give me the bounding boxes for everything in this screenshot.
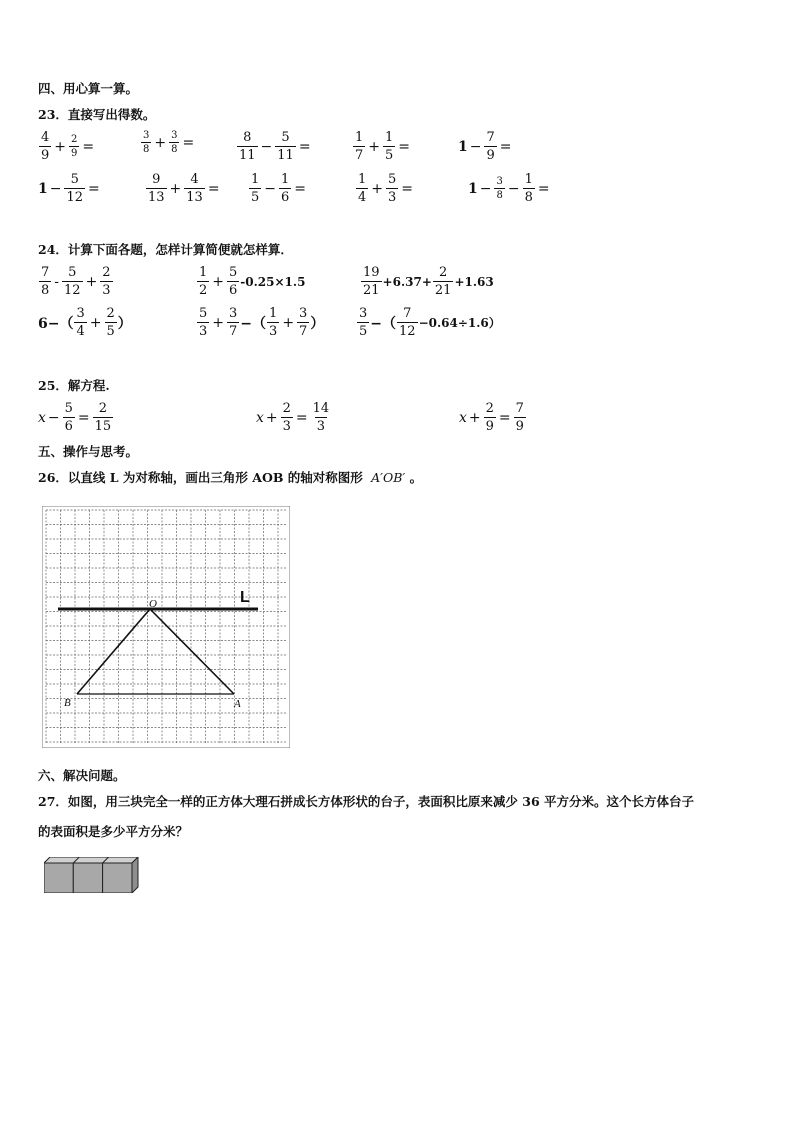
cube-1 [44,863,73,893]
q27-line1: 27．如图，用三块完全一样的正方体大理石拼成长方体形状的台子，表面积比原来减少 36 平方分米。这个长方体台子 [38,794,694,809]
label-l: L [240,589,250,606]
q24-e1: $\frac{7}{8}$ - $\frac{5}{12}$ + $\frac{2}{3}$ [41,265,111,298]
q23-title: 23．直接写出得数。 [38,107,156,122]
section-5-title: 五、操作与思考。 [38,444,139,459]
cubes-top-face [44,857,138,863]
label-b: B [64,697,71,709]
q24-title: 24．计算下面各题，怎样计算简便就怎样算． [38,242,293,257]
symmetry-grid-figure [42,506,290,748]
q24-e3: $\frac{19}{21}$ +6.37+ $\frac{2}{21}$ +1.63 [363,265,494,298]
grid-border [42,506,290,748]
q23-r1-e4: $\frac{1}{7}$ + $\frac{1}{5}$ = [355,130,411,163]
q25-title: 25．解方程. [38,378,110,393]
q23-r1-e3: $\frac{8}{11}$ − $\frac{5}{11}$ = [239,130,311,163]
q25-e3: x + $\frac{2}{9}$ = $\frac{7}{9}$ [459,401,524,434]
section-4-title: 四、用心算一算。 [38,81,139,96]
q25-e1: x − $\frac{5}{6}$ = $\frac{2}{15}$ [38,401,112,434]
q23-r2-e5: 1 − $\frac{3}{8}$ − $\frac{1}{8}$ = [468,172,550,205]
q23-r2-e3: $\frac{1}{5}$ − $\frac{1}{6}$ = [251,172,307,205]
q23-r1-e2: $\frac{3}{8}$ + $\frac{3}{8}$ = [143,130,195,155]
cube-2 [73,863,102,893]
cubes-side-face [132,857,138,893]
section-6-title: 六、解决问题。 [38,768,126,783]
cube-3 [103,863,132,893]
q24-e6: $\frac{3}{5}$ −（ $\frac{7}{12}$ −0.64÷1.6） [359,306,501,339]
q24-e4: 6−（ $\frac{3}{4}$ + $\frac{2}{5}$ ） [38,306,132,339]
q24-e5: $\frac{5}{3}$ + $\frac{3}{7}$ −（ $\frac{1}{3}$ + $\frac{3}{7}$ ） [199,306,325,339]
q24-e2: $\frac{1}{2}$ + $\frac{5}{6}$ -0.25×1.5 [199,265,306,298]
q26-title: 26．以直线 L 为对称轴，画出三角形 AOB 的轴对称图形 A′OB′ 。 [38,470,423,485]
label-o: O [149,598,157,610]
q27-line2: 的表面积是多少平方分米？ [38,824,189,839]
q25-e2: x + $\frac{2}{3}$ = $\frac{14}{3}$ [256,401,330,434]
symbol-a-o-b-prime: A′OB′ [371,470,406,485]
q23-r2-e1: 1 − $\frac{5}{12}$ = [38,172,100,205]
q23-r2-e2: $\frac{9}{13}$ + $\frac{4}{13}$ = [148,172,220,205]
q23-r1-e5: 1 − $\frac{7}{9}$ = [458,130,512,163]
label-a: A [234,698,241,710]
q23-r1-e1: $\frac{4}{9}$ + $\frac{2}{9}$ = [41,130,95,163]
q23-r2-e4: $\frac{1}{4}$ + $\frac{5}{3}$ = [358,172,414,205]
three-cubes-figure [44,857,140,893]
